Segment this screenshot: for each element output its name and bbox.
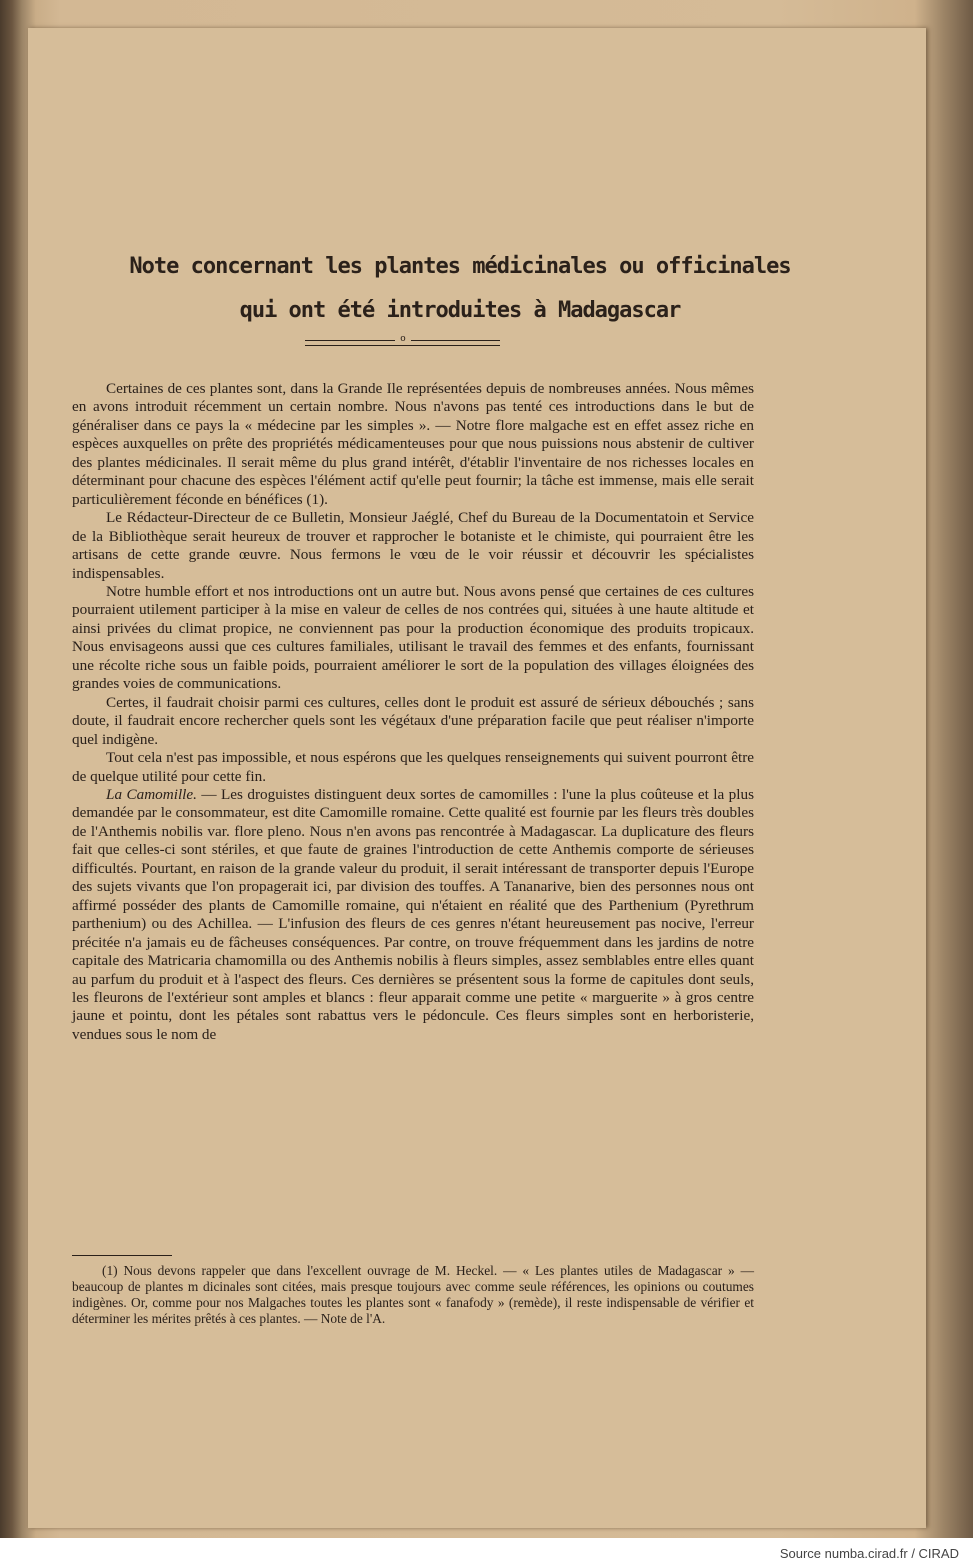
paragraph-intro: Certaines de ces plantes sont, dans la Grande Ile représentées depuis de nombreuses années. Nous mêmes en avons introduit récemment un certain nombre. Nous n'avons pas tenté ces introductions dans le but de généraliser dans ce pays la « médecine par les simples ». — Notre flore malgache est en effet assez riche en espèces auxquelles on prête des propriétés médicamenteuses pour que nous puissions nous abstenir de cultiver des plantes médicinales. Il serait même du plus grand intérêt, d'établir l'inventaire de nos richesses locales en déterminant pour chacune des espèces l'élément actif qu'elle peut fournir; la tâche est immense, mais elle serait particulièrement féconde en bénéfices (1). [72,380,754,508]
article-body [72,380,754,1044]
paragraph-camomille [72,786,754,1044]
page-title: Note concernant les plantes médicinales ou officinales [129,254,791,279]
paragraph-redacteur: Le Rédacteur-Directeur de ce Bulletin, Monsieur Jaéglé, Chef du Bureau de la Documentatoin et Service de la Bibliothèque serait heureux de trouver et rapprocher le botaniste et le chimiste, qui pourraient être les artisans de cette grande œuvre. Nous fermons le vœu de le voir réussir et découvrir les spécialistes indispensables. [72,509,754,582]
footnote-text: (1) Nous devons rappeler que dans l'excellent ouvrage de M. Heckel. — « Les plantes utiles de Madagascar » — beaucoup de plantes m dicinales sont citées, mais presque toujours avec comme seule références, les opinions ou coutumes indigènes. Or, comme pour nos Malgaches toutes les plantes sont « fanafody » (remède), il reste indispensable de vérifier et déterminer les mérites prêtés à ces plantes. — Note de l'A. [72,1263,754,1326]
footnote [72,1263,754,1327]
paragraph-tout-cela: Tout cela n'est pas impossible, et nous espérons que les quelques renseignements qui suivent pourront être de quelque utilité pour cette fin. [72,749,754,785]
paragraph-certes: Certes, il faudrait choisir parmi ces cultures, celles dont le produit est assuré de sérieux débouchés ; sans doute, il faudrait encore rechercher quels sont les végétaux d'une préparation facile que peut réaliser n'importe quel indigène. [72,693,754,748]
camomille-text: — Les droguistes distinguent deux sortes de camomilles : l'une la plus coûteuse et la plus demandée par le consommateur, est dite Camomille romaine. Cette qualité est fournie par les fleurs très doubles de l'Anthemis nobilis var. flore pleno. Nous n'en avons pas rencontrée à Madagascar. La duplicature des fleurs fait que celles-ci sont stériles, et que faute de graines l'introduction de cette Anthemis comporte de sérieuses difficultés. Pourtant, en raison de la grande valeur du produit, il serait intéressant de transporter depuis l'Europe des sujets vivants que l'on propagerait ici, par division des touffes. A Tananarive, bien des personnes nous ont affirmé posséder des plants de Camomille romaine, qui n'étaient en réalité que des Parthenium (Pyrethrum parthenium) ou des Achillea. — L'infusion des fleurs de ces genres n'étant heureusement pas nocive, l'erreur précitée n'a jamais eu de fâcheuses conséquences. Par contre, on trouve fréquemment dans les jardins de notre capitale des Matricaria chamomilla ou des Anthemis nobilis à fleurs simples, assez semblables entre elles quant au parfum du produit et à l'aspect des fleurs. Ces dernières se présentent sous la forme de capitules dont seuls, les fleurons de l'extérieur sont amples et blancs : fleur apparait comme une petite « marguerite » à gros centre jaune et pointu, dont les pétales sont rabattus vers le pédoncule. Ces fleurs simples sont en herboristerie, vendues sous le nom de [72,785,754,1043]
divider-ornament: o [395,334,411,344]
source-credit: Source numba.cirad.fr / CIRAD [779,1546,959,1561]
footnote-divider [72,1255,172,1256]
paragraph-effort: Notre humble effort et nos introductions ont un autre but. Nous avons pensé que certaines de ces cultures pourraient utilement participer à la mise en valeur de celles de nos contrées qui, situées à une haute altitude et ainsi privées du climat propice, ne conviennent pas pour la production économique des produits tropicaux. Nous envisageons aussi que ces cultures familiales, utilisant le travail des femmes et des enfants, fournissant une récolte riche sous un faible poids, pourraient améliorer le sort de la population des villages éloignées des grandes voies de communications. [72,582,754,693]
camomille-heading: La Camomille. [106,785,197,803]
page-subtitle: qui ont été introduites à Madagascar [239,298,681,323]
